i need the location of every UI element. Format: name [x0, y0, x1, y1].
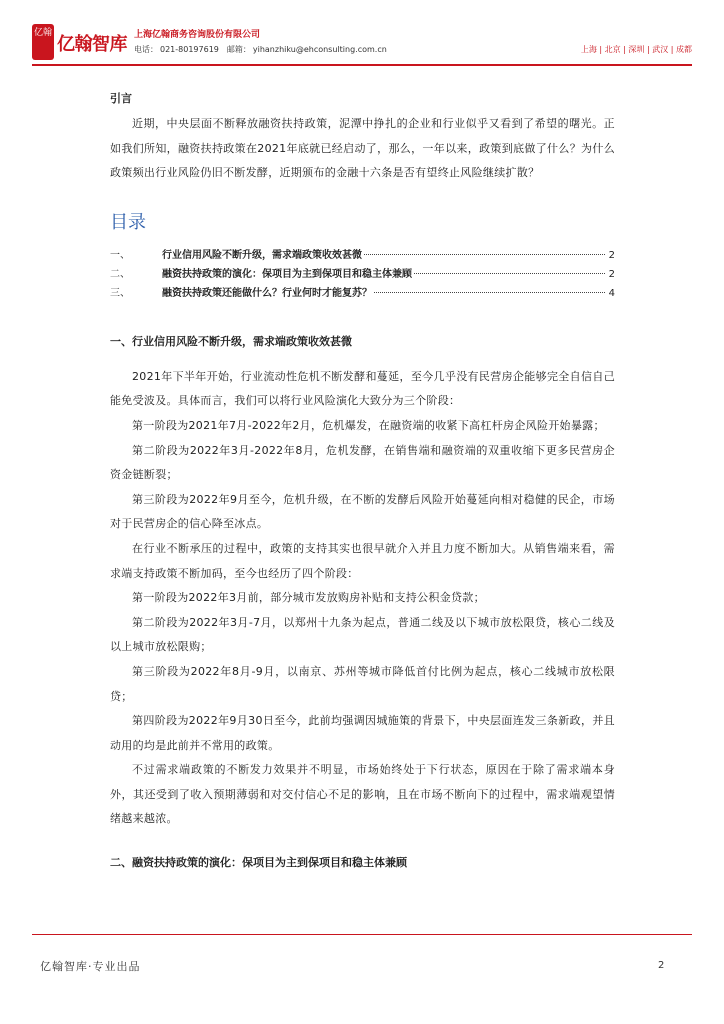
- email-label: 邮箱：: [226, 45, 251, 54]
- intro-paragraph: 近期，中央层面不断释放融资扶持政策，泥潭中挣扎的企业和行业似乎又看到了希望的曙光。正如我们所知，融资扶持政策在2021年底就已经启动了，那么，一年以来，政策到底做了什么？为什么政策频出行业风险仍旧不断发酵，近期颁布的金融十六条是否有望终止风险继续扩散？: [110, 117, 615, 180]
- toc-item-text: 融资扶持政策还能做什么？行业何时才能复苏？: [162, 287, 372, 299]
- section-1-paragraph: 第一阶段为2021年7月-2022年2月，危机爆发，在融资端的收紧下高杠杆房企风险开始暴露；: [132, 418, 605, 432]
- logo-text: 亿翰智库: [57, 34, 127, 55]
- email-address: yihanzhiku@ehconsulting.com.cn: [252, 45, 387, 54]
- logo-mark-icon: 亿翰: [32, 24, 54, 60]
- section-1-paragraph: 第二阶段为2022年3月-2022年8月，危机发酵，在销售端和融资端的双重收缩下更多民营房企资金链断裂；: [110, 443, 615, 482]
- toc-item[interactable]: [110, 265, 615, 284]
- logo: [32, 24, 127, 60]
- page-content: [110, 86, 615, 870]
- section-1-paragraph: 第一阶段为2022年3月前，部分城市发放购房补贴和支持公积金贷款；: [132, 591, 485, 605]
- toc-title: 目录: [110, 211, 146, 233]
- toc-item-page: 4: [608, 287, 615, 299]
- toc-item-number: 一、: [110, 249, 130, 261]
- section-1-paragraph: 不过需求端政策的不断发力效果并不明显，市场始终处于下行状态，原因在于除了需求端本身外，其还受到了收入预期薄弱和对交付信心不足的影响，且在市场不断向下的过程中，需求端观望情绪越来越浓。: [110, 763, 615, 826]
- city-list: 上海 | 北京 | 深圳 | 武汉 | 成都: [580, 45, 692, 54]
- footer-brand: 亿翰智库·专业出品: [40, 960, 141, 973]
- section-2-heading: 二、融资扶持政策的演化：保项目为主到保项目和稳主体兼顾: [110, 856, 407, 870]
- phone-label: 电话：: [134, 45, 158, 54]
- section-1-paragraph: 2021年下半年开始，行业流动性危机不断发酵和蔓延，至今几乎没有民营房企能够完全自信自己能免受波及。具体而言，我们可以将行业风险演化大致分为三个阶段：: [110, 369, 615, 408]
- footer-divider: [32, 934, 692, 935]
- section-1-paragraph: 在行业不断承压的过程中，政策的支持其实也很早就介入并且力度不断加大。从销售端来看，需求端支持政策不断加码，至今也经历了四个阶段：: [110, 541, 615, 580]
- toc-item-text: 行业信用风险不断升级，需求端政策收效甚微: [162, 249, 362, 261]
- toc-item-page: 2: [608, 249, 615, 261]
- toc-leader: [414, 273, 605, 274]
- intro-label: 引言: [110, 92, 132, 105]
- header-divider: [32, 64, 692, 66]
- toc-item[interactable]: [110, 246, 615, 265]
- contact-line: [134, 44, 387, 55]
- toc-item-number: 二、: [110, 268, 130, 280]
- section-1-paragraph: 第二阶段为2022年3月-7月，以郑州十九条为起点，普通二线及以下城市放松限贷，核心二线及以上城市放松限购；: [110, 615, 615, 654]
- toc-item-text: 融资扶持政策的演化：保项目为主到保项目和稳主体兼顾: [162, 268, 412, 280]
- section-1-paragraph: 第三阶段为2022年8月-9月，以南京、苏州等城市降低首付比例为起点，核心二线城市放松限贷；: [110, 664, 615, 703]
- toc-item[interactable]: [110, 284, 615, 303]
- section-1-heading: 一、行业信用风险不断升级，需求端政策收效甚微: [110, 334, 352, 348]
- page-number: 2: [658, 960, 665, 971]
- page-header: [32, 24, 692, 64]
- toc-item-page: 2: [608, 268, 615, 280]
- section-1-paragraph: 第三阶段为2022年9月至今，危机升级，在不断的发酵后风险开始蔓延向相对稳健的民企，市场对于民营房企的信心降至冰点。: [110, 492, 615, 531]
- section-1-paragraph: 第四阶段为2022年9月30日至今，此前均强调因城施策的背景下，中央层面连发三条新政，并且动用的均是此前并不常用的政策。: [110, 714, 615, 752]
- toc-item-number: 三、: [110, 287, 130, 299]
- toc-leader: [364, 254, 605, 255]
- toc-leader: [374, 292, 605, 293]
- company-name: 上海亿翰商务咨询股份有限公司: [134, 30, 261, 40]
- section-1-body: [110, 365, 615, 832]
- phone-number: 021-80197619: [160, 45, 219, 54]
